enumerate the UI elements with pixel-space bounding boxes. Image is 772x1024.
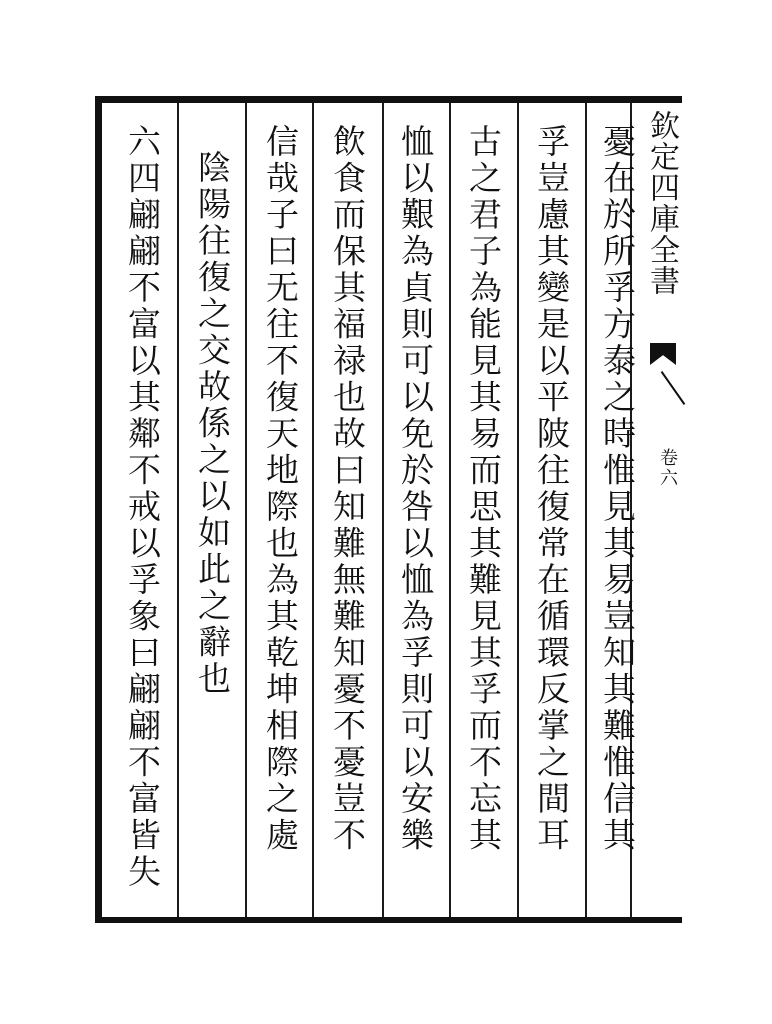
column-rule bbox=[312, 103, 314, 917]
column-rule bbox=[585, 103, 587, 917]
text-column-1: 憂在於所孚方泰之時惟見其易豈知其難惟信其 bbox=[598, 124, 637, 854]
column-rule bbox=[449, 103, 451, 917]
column-rule bbox=[382, 103, 384, 917]
column-rule bbox=[177, 103, 179, 917]
text-column-5: 飲食而保其福禄也故曰知難無難知憂不憂豈不 bbox=[328, 124, 367, 854]
text-column-7: 陰陽往復之交故係之以如此之辭也 bbox=[193, 150, 232, 698]
column-rule bbox=[517, 103, 519, 917]
text-column-4: 恤以艱為貞則可以免於咎以恤為孚則可以安樂 bbox=[396, 124, 435, 854]
text-column-6: 信哉子曰无往不復天地際也為其乾坤相際之處 bbox=[261, 124, 300, 854]
book-title: 欽定四庫全書 bbox=[644, 110, 679, 296]
text-column-3: 古之君子為能見其易而思其難見其孚而不忘其 bbox=[464, 124, 503, 854]
column-rule bbox=[245, 103, 247, 917]
volume-label: 卷六 bbox=[657, 448, 678, 488]
text-column-8: 六四翩翩不富以其鄰不戒以孚象曰翩翩不富皆失 bbox=[123, 124, 162, 891]
text-column-2: 孚豈慮其變是以平陂往復常在循環反掌之間耳 bbox=[532, 124, 571, 854]
